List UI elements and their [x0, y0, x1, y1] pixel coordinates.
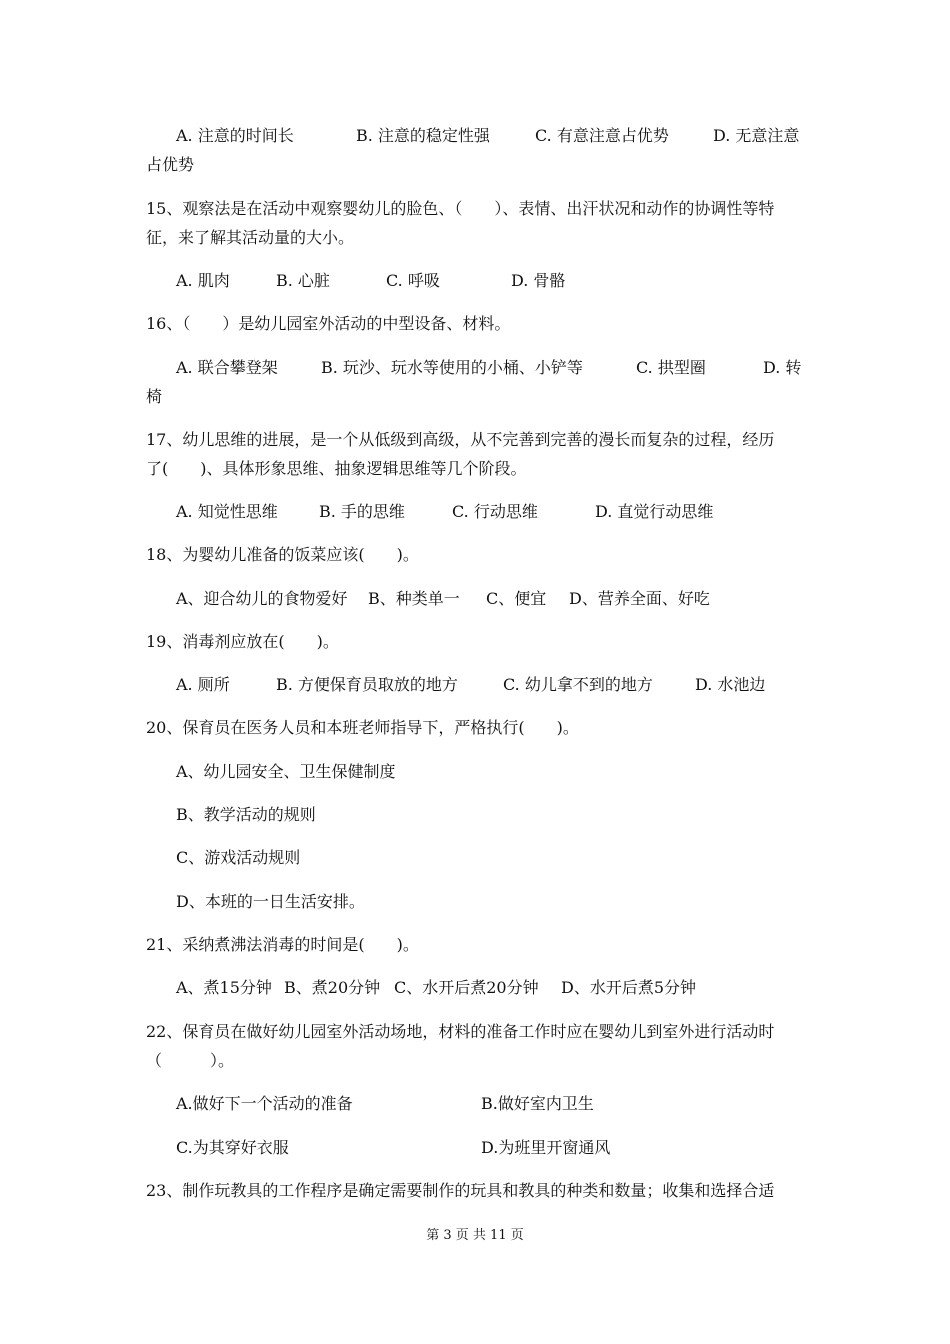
option-a: A. 知觉性思维	[176, 502, 278, 521]
question-21-text: 21、采纳煮沸法消毒的时间是( )。	[146, 935, 419, 954]
option-b: B. 方便保育员取放的地方	[276, 675, 458, 694]
option-d: D、水开后煮5分钟	[561, 978, 697, 997]
option-d: D. 水池边	[695, 675, 766, 694]
option-d: D. 转	[763, 358, 802, 377]
option-d: D、营养全面、好吃	[569, 589, 710, 608]
option-a: A、迎合幼儿的食物爱好	[176, 589, 348, 608]
option-c: C. 有意注意占优势	[535, 126, 669, 145]
question-18-text: 18、为婴幼儿准备的饭菜应该( )。	[146, 545, 419, 564]
question-22-text: 22、保育员在做好幼儿园室外活动场地，材料的准备工作时应在婴幼儿到室外进行活动时	[146, 1022, 775, 1041]
question-19-text: 19、消毒剂应放在( )。	[146, 632, 339, 651]
question-20-option-b: B、教学活动的规则	[176, 805, 316, 824]
option-c: C. 呼吸	[386, 271, 440, 290]
option-b: B、煮20分钟	[284, 978, 381, 997]
option-b: B. 手的思维	[319, 502, 405, 521]
option-c: C、便宜	[486, 589, 547, 608]
page-footer: 第 3 页 共 11 页	[426, 1228, 524, 1243]
question-22-text-cont: （ ）。	[146, 1051, 235, 1070]
question-20-option-c: C、游戏活动规则	[176, 848, 301, 867]
question-17-text-cont: 了( )、具体形象思维、抽象逻辑思维等几个阶段。	[146, 459, 527, 478]
option-b: B. 玩沙、玩水等使用的小桶、小铲等	[321, 358, 583, 377]
option-c: C. 行动思维	[452, 502, 538, 521]
question-16-option-wrap: 椅	[146, 387, 163, 406]
question-15-text-cont: 征，来了解其活动量的大小。	[146, 228, 355, 247]
question-20-text: 20、保育员在医务人员和本班老师指导下，严格执行( )。	[146, 718, 579, 737]
option-d: D. 无意注意	[713, 126, 800, 145]
option-c: C、水开后煮20分钟	[394, 978, 539, 997]
question-23-text: 23、制作玩教具的工作程序是确定需要制作的玩具和教具的种类和数量；收集和选择合适	[146, 1181, 775, 1200]
option-a: A. 注意的时间长	[176, 126, 294, 145]
option-b: B、种类单一	[368, 589, 460, 608]
question-15-text: 15、观察法是在活动中观察婴幼儿的脸色、（ ）、表情、出汗状况和动作的协调性等特	[146, 199, 775, 218]
question-16-text: 16、（ ）是幼儿园室外活动的中型设备、材料。	[146, 314, 511, 333]
option-b: B. 心脏	[276, 271, 330, 290]
option-c: C. 拱型圈	[636, 358, 706, 377]
option-c: C. 幼儿拿不到的地方	[503, 675, 653, 694]
option-a: A. 肌肉	[176, 271, 230, 290]
option-b: B. 注意的稳定性强	[356, 126, 490, 145]
option-c: C.为其穿好衣服	[176, 1138, 289, 1157]
option-a: A. 联合攀登架	[176, 358, 278, 377]
option-a: A. 厕所	[176, 675, 230, 694]
option-a: A、煮15分钟	[176, 978, 272, 997]
option-d: D.为班里开窗通风	[481, 1138, 611, 1157]
question-17-text: 17、幼儿思维的进展，是一个从低级到高级，从不完善到完善的漫长而复杂的过程，经历	[146, 430, 775, 449]
question-20-option-a: A、幼儿园安全、卫生保健制度	[176, 762, 396, 781]
question-14-option-wrap: 占优势	[146, 155, 195, 174]
option-d: D. 骨骼	[511, 271, 566, 290]
question-20-option-d: D、本班的一日生活安排。	[176, 892, 365, 911]
option-b: B.做好室内卫生	[481, 1094, 594, 1113]
option-d: D. 直觉行动思维	[595, 502, 714, 521]
option-a: A.做好下一个活动的准备	[176, 1094, 353, 1113]
